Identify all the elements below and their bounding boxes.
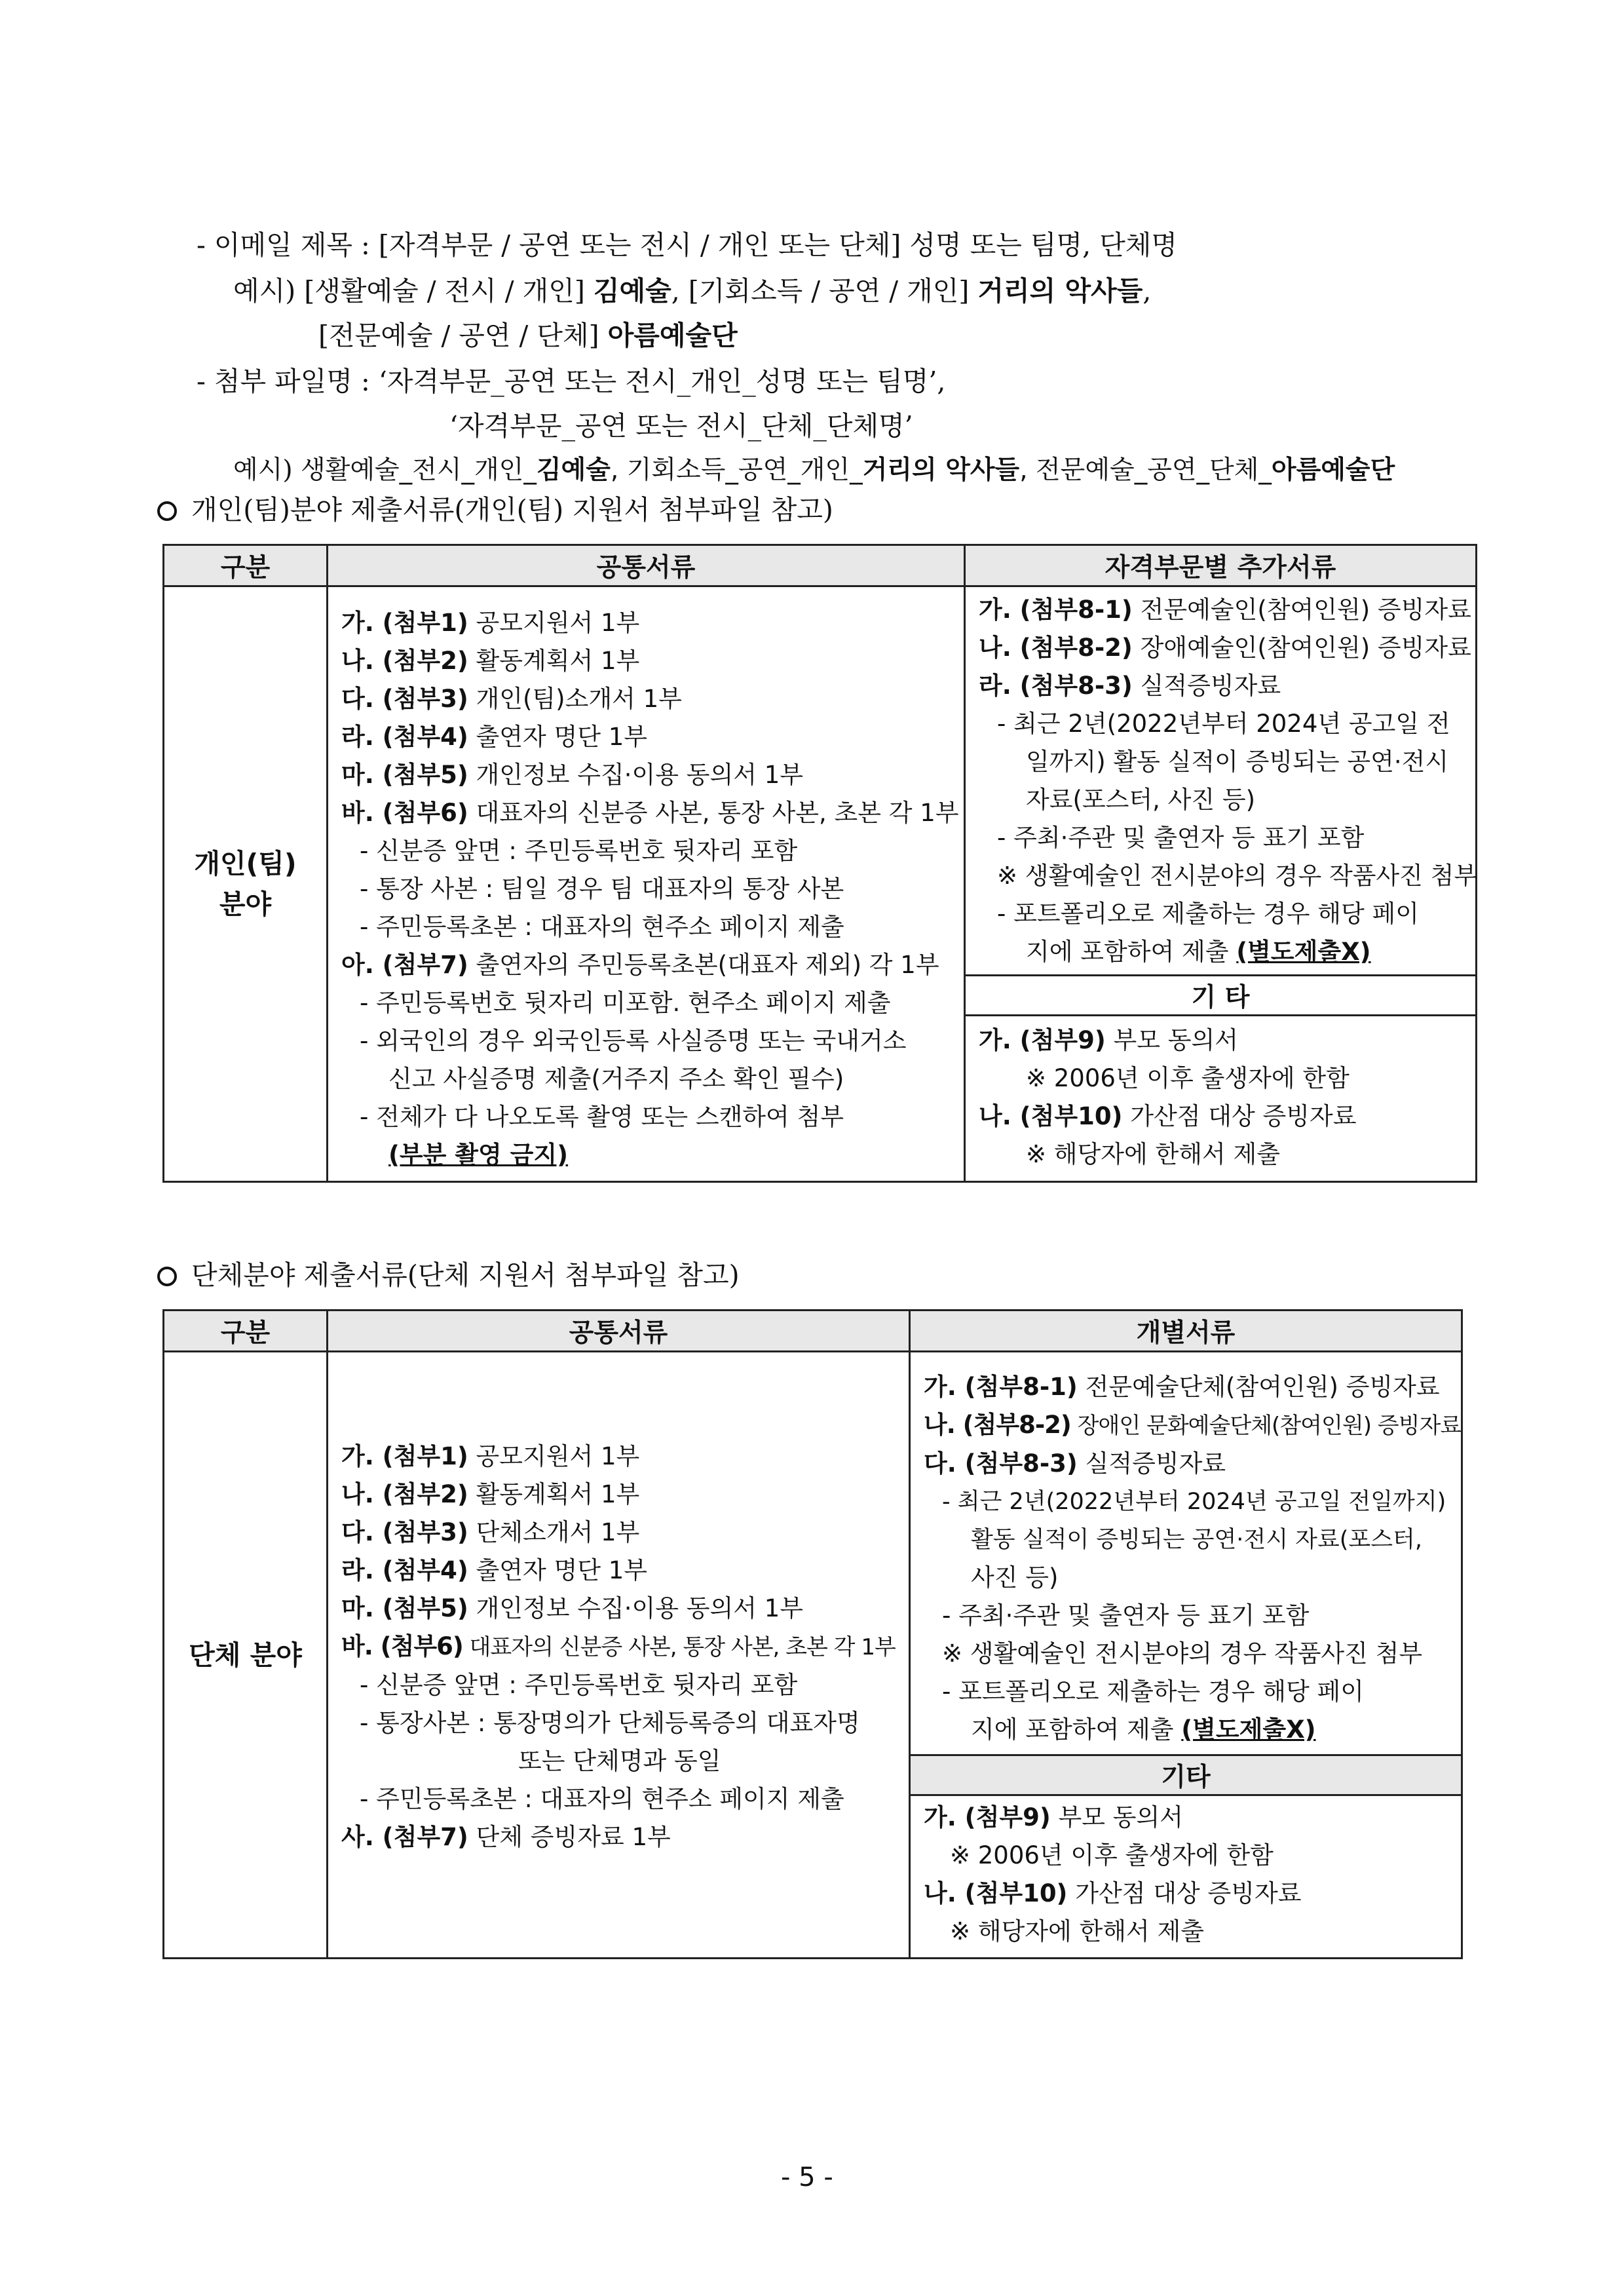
item-text: 실적증빙자료 (1132, 672, 1281, 700)
item-text: 단체 증빙자료 1부 (468, 1823, 671, 1851)
bold-name: 아름예술단 (1271, 455, 1395, 485)
email-example-line-1 (233, 273, 1151, 309)
item-text: 출연자 명단 1부 (468, 723, 648, 751)
etc-note: ※ 2006년 이후 출생자에 한함 (950, 1841, 1274, 1869)
item-text: 가산점 대상 증빙자료 (1122, 1102, 1357, 1131)
section1-table (162, 544, 1477, 1183)
item-text: 단체소개서 1부 (468, 1518, 640, 1546)
item-text: 활동계획서 1부 (468, 647, 640, 675)
common-item (341, 946, 951, 984)
item-text: 출연자 명단 1부 (468, 1556, 648, 1584)
item-key: 가. (첨부9) (924, 1803, 1051, 1831)
item-key: 가. (첨부8-1) (924, 1373, 1078, 1401)
etc-item (979, 1022, 1462, 1060)
common-item (341, 680, 951, 718)
common-item (341, 1590, 896, 1628)
header-individual: 개별서류 (910, 1311, 1462, 1352)
item-text: 대표자의 신분증 사본, 통장 사본, 초본 각 1부 (463, 1634, 896, 1660)
etc-note: ※ 해당자에 한해서 제출 (1026, 1140, 1280, 1169)
section1-title (157, 491, 833, 528)
common-item (341, 794, 959, 832)
item-key: 아. (첨부7) (341, 951, 468, 979)
page-number: - 5 - (781, 2162, 833, 2192)
item-text: 전문예술인(참여인원) 증빙자료 (1132, 596, 1471, 624)
extra-subitem: 일까지) 활동 실적이 증빙되는 공연·전시 (1026, 748, 1449, 776)
item-text: 공모지원서 1부 (468, 1442, 640, 1470)
section1-title-text: 개인(팀)분야 제출서류(개인(팀) 지원서 첨부파일 참고) (191, 494, 833, 526)
item-key: 가. (첨부8-1) (979, 596, 1133, 624)
item-text: 대표자의 신분증 사본, 통장 사본, 초본 각 1부 (468, 799, 959, 827)
common-subitem: 또는 단체명과 동일 (518, 1747, 721, 1775)
common-subitem: - 주민등록초본 : 대표자의 현주소 페이지 제출 (360, 913, 844, 941)
common-item (341, 1552, 896, 1590)
item-text: 활동계획서 1부 (468, 1480, 640, 1508)
item-text: 공모지원서 1부 (468, 609, 640, 637)
extra-subitem: 자료(포스터, 사진 등) (1026, 786, 1256, 814)
extra-subitem (979, 933, 1462, 971)
extra-docs-cell (965, 586, 1477, 976)
item-key: 나. (첨부8-2) (979, 634, 1133, 662)
extra-subitem: ※ 생활예술인 전시분야의 경우 작품사진 첨부 (997, 862, 1478, 890)
circle-bullet-icon (157, 501, 177, 521)
extra-subitem: - 포트폴리오로 제출하는 경우 해당 페이 (997, 900, 1420, 928)
header-extra: 자격부문별 추가서류 (965, 545, 1477, 586)
extra-subitem: - 최근 2년(2022년부터 2024년 공고일 전 (997, 710, 1450, 738)
common-subitem: - 통장사본 : 통장명의가 단체등록증의 대표자명 (360, 1709, 860, 1737)
etc-item (979, 1098, 1462, 1136)
bold-name: 김예술 (536, 455, 611, 485)
item-text: 개인정보 수집·이용 동의서 1부 (468, 1594, 803, 1622)
common-subitem: - 외국인의 경우 외국인등록 사실증명 또는 국내거소 (360, 1027, 907, 1055)
item-key: 마. (첨부5) (341, 1594, 468, 1622)
header-common: 공통서류 (328, 1311, 910, 1352)
bold-name: 아름예술단 (607, 320, 738, 351)
item-key: 다. (첨부3) (341, 1518, 468, 1546)
extra-item (924, 1368, 1448, 1406)
common-subitem-note: (부분 촬영 금지) (388, 1141, 569, 1169)
common-docs-cell (328, 586, 965, 1182)
extra-subitem: 활동 실적이 증빙되는 공연·전시 자료(포스터, (971, 1527, 1422, 1553)
item-key: 다. (첨부3) (341, 685, 468, 713)
etc-docs-cell (965, 1016, 1477, 1182)
common-item (341, 1476, 896, 1514)
etc-header: 기타 (910, 1755, 1462, 1795)
common-subitem: - 신분증 앞면 : 주민등록번호 뒷자리 포함 (360, 1671, 798, 1699)
item-text: 개인(팀)소개서 1부 (468, 685, 682, 713)
item-text: 출연자의 주민등록초본(대표자 제외) 각 1부 (468, 951, 939, 979)
etc-item (924, 1875, 1448, 1913)
common-subitem: - 주민등록초본 : 대표자의 현주소 페이지 제출 (360, 1785, 844, 1813)
common-item (341, 642, 951, 680)
common-subitem: - 전체가 다 나오도록 촬영 또는 스캔하여 첨부 (360, 1103, 844, 1131)
attachment-filename-line-2: ‘자격부문_공연 또는 전시_단체_단체명’ (449, 410, 913, 442)
item-key: 바. (첨부6) (341, 799, 468, 827)
etc-header: 기 타 (965, 976, 1477, 1016)
bold-name: 거리의 악사들 (977, 275, 1143, 307)
section2-table (162, 1309, 1463, 1959)
extra-item (924, 1406, 1462, 1445)
extra-item (979, 629, 1471, 667)
item-key: 라. (첨부4) (341, 1556, 468, 1584)
extra-subitem: - 포트폴리오로 제출하는 경우 해당 페이 (942, 1677, 1365, 1706)
item-key: 나. (첨부2) (341, 647, 468, 675)
common-item (341, 1818, 896, 1856)
section2-title-text: 단체분야 제출서류(단체 지원서 첨부파일 참고) (191, 1259, 740, 1291)
item-key: 나. (첨부10) (979, 1102, 1123, 1131)
text: 예시) (233, 455, 301, 485)
item-text: 개인정보 수집·이용 동의서 1부 (468, 761, 803, 789)
item-key: 라. (첨부8-3) (979, 672, 1133, 700)
attachment-filename-line: - 첨부 파일명 : ‘자격부문_공연 또는 전시_개인_성명 또는 팀명’, (197, 366, 946, 397)
category-cell (164, 586, 328, 1182)
bold-name: 거리의 악사들 (862, 455, 1020, 485)
common-item (341, 604, 951, 642)
extra-item (979, 667, 1462, 705)
separate-submission-note: (별도제출X) (1181, 1715, 1316, 1744)
extra-subitem (924, 1711, 1448, 1749)
separate-submission-note: (별도제출X) (1236, 938, 1371, 966)
common-item (341, 756, 951, 794)
item-key: 가. (첨부9) (979, 1026, 1106, 1055)
text: , 기회소득_공연_개인_ (610, 455, 863, 485)
extra-item (979, 591, 1471, 629)
attachment-example-line (233, 452, 1395, 489)
common-subitem: - 신분증 앞면 : 주민등록번호 뒷자리 포함 (360, 837, 798, 865)
extra-subitem: - 주최·주관 및 출연자 등 표기 포함 (997, 824, 1365, 852)
item-key: 사. (첨부7) (341, 1823, 468, 1851)
common-item (341, 1628, 896, 1666)
item-key: 나. (첨부2) (341, 1480, 468, 1508)
text: , (1142, 275, 1152, 307)
etc-note: ※ 해당자에 한해서 제출 (950, 1917, 1204, 1945)
header-category: 구분 (164, 545, 328, 586)
header-common: 공통서류 (328, 545, 965, 586)
item-key: 나. (첨부10) (924, 1879, 1068, 1907)
common-subitem: - 주민등록번호 뒷자리 미포함. 현주소 페이지 제출 (360, 989, 891, 1017)
category-line: 개인(팀) (194, 848, 297, 879)
text: 지에 포함하여 제출 (971, 1715, 1182, 1744)
item-key: 다. (첨부8-3) (924, 1449, 1078, 1478)
item-text: 실적증빙자료 (1077, 1449, 1226, 1478)
common-subitem: - 통장 사본 : 팀일 경우 팀 대표자의 통장 사본 (360, 875, 844, 903)
item-text: 장애예술인(참여인원) 증빙자료 (1132, 634, 1471, 662)
extra-subitem: 사진 등) (971, 1563, 1059, 1592)
item-key: 마. (첨부5) (341, 761, 468, 789)
common-item (341, 718, 951, 756)
common-item (341, 1438, 896, 1476)
category-line: 분야 (219, 889, 272, 920)
item-key: 나. (첨부8-2) (924, 1411, 1071, 1439)
bold-name: 김예술 (593, 275, 671, 307)
email-example-line-2 (318, 317, 738, 354)
etc-note: ※ 2006년 이후 출생자에 한함 (1026, 1064, 1350, 1093)
item-text: 가산점 대상 증빙자료 (1067, 1879, 1302, 1907)
individual-docs-cell (910, 1352, 1462, 1755)
extra-item (924, 1445, 1448, 1483)
item-text: 장애인 문화예술단체(참여인원) 증빙자료 (1070, 1413, 1462, 1439)
text: 예시) [생활예술 / 전시 / 개인] (233, 275, 594, 307)
item-key: 가. (첨부1) (341, 609, 468, 637)
section2-title (157, 1257, 740, 1293)
extra-subitem: - 최근 2년(2022년부터 2024년 공고일 전일까지) (942, 1489, 1446, 1515)
text: 지에 포함하여 제출 (1026, 938, 1237, 966)
common-subitem: 신고 사실증명 제출(거주지 주소 확인 필수) (388, 1065, 844, 1093)
category-line: 단체 분야 (189, 1639, 302, 1671)
item-key: 바. (첨부6) (341, 1632, 463, 1660)
common-docs-cell (328, 1352, 910, 1959)
header-category: 구분 (164, 1311, 328, 1352)
item-text: 전문예술단체(참여인원) 증빙자료 (1077, 1373, 1440, 1401)
etc-docs-cell (910, 1795, 1462, 1959)
item-key: 라. (첨부4) (341, 723, 468, 751)
extra-subitem: - 주최·주관 및 출연자 등 표기 포함 (942, 1601, 1310, 1630)
etc-item (924, 1799, 1448, 1837)
text: , 전문예술_공연_단체_ (1019, 455, 1272, 485)
item-key: 가. (첨부1) (341, 1442, 468, 1470)
item-text: 부모 동의서 (1050, 1803, 1183, 1831)
extra-subitem: ※ 생활예술인 전시분야의 경우 작품사진 첨부 (942, 1639, 1423, 1668)
email-subject-line: - 이메일 제목 : [자격부문 / 공연 또는 전시 / 개인 또는 단체] 성명 또는 팀명, 단체명 (197, 229, 1178, 261)
text: , [기회소득 / 공연 / 개인] (671, 275, 978, 307)
item-text: 부모 동의서 (1105, 1026, 1238, 1055)
category-cell (164, 1352, 328, 1959)
text: 생활예술_전시_개인_ (300, 455, 537, 485)
common-item (341, 1514, 896, 1552)
circle-bullet-icon (157, 1267, 177, 1286)
text: [전문예술 / 공연 / 단체] (318, 320, 608, 351)
